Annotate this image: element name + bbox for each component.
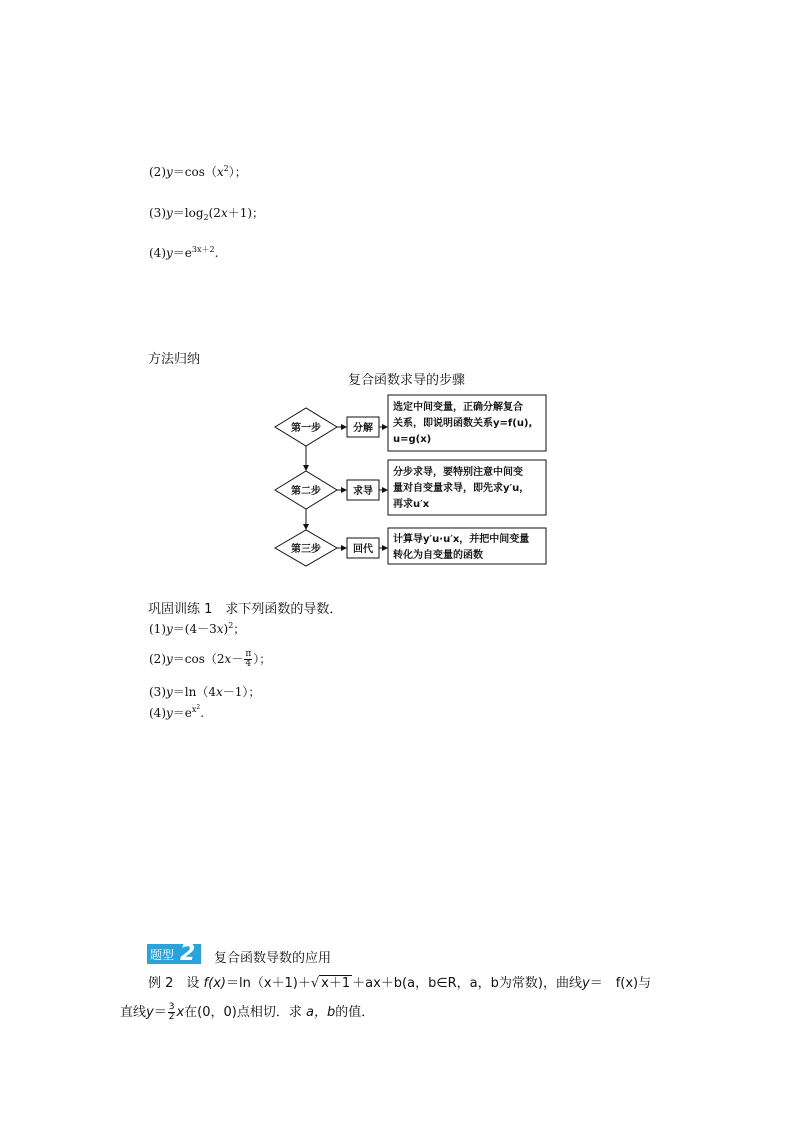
example-line-1: 例 2 设 f(x)＝ln（x＋1)＋√ x＋1 ＋ax＋b(a，b∈R，a，b为常数)，曲线y＝ f(x)与 bbox=[148, 976, 652, 991]
section-title: 复合函数导数的应用 bbox=[214, 951, 332, 966]
practice-item-3: (3)y＝ln（4x－1）； bbox=[149, 685, 261, 699]
three-halves: $\frac{3}{2}$ bbox=[168, 1002, 175, 1022]
step1-desc-line: 选定中间变量，正确分解复合 bbox=[393, 402, 523, 413]
method-title: 方法归纳 bbox=[148, 352, 201, 367]
practice-item-2: (2)y＝cos（2x－ $\frac{\pi}{4}$ ）； bbox=[149, 649, 272, 669]
step3-desc-line: 转化为自变量的函数 bbox=[393, 550, 483, 561]
practice-item-4: $(4)y=e^{x^2}$. bbox=[149, 704, 205, 720]
step3-desc-line: 计算导y′u·u′x，并把中间变量 bbox=[393, 534, 530, 545]
step3-label: 第三步 bbox=[291, 544, 321, 555]
practice-item-1: $(1)y=(4-3x)^2$； bbox=[149, 621, 246, 636]
section-badge: 题型 2 bbox=[147, 944, 201, 964]
exercise-2: $(2)y=\cos(x^2)$； bbox=[149, 164, 247, 179]
practice-title: 巩固训练 1 求下列函数的导数． bbox=[148, 602, 343, 617]
flowchart-title: 复合函数求导的步骤 bbox=[348, 373, 466, 388]
exercise-4: $(4)y=e^{3x+2}$. bbox=[149, 245, 219, 260]
pi-over-4: $\frac{\pi}{4}$ bbox=[245, 649, 252, 669]
step2-desc-line: 分步求导，要特别注意中间变 bbox=[393, 467, 523, 478]
step3-action: 回代 bbox=[353, 544, 373, 555]
step1-desc-line: 关系，即说明函数关系y=f(u), bbox=[393, 418, 533, 429]
step2-desc-line: 再求u′x bbox=[393, 499, 430, 510]
step1-desc-line: u=g(x) bbox=[393, 434, 432, 445]
step1-action: 分解 bbox=[353, 423, 373, 434]
step2-action: 求导 bbox=[353, 486, 373, 497]
step2-desc-line: 量对自变量求导，即先求y′u， bbox=[393, 483, 530, 494]
exercise-3: $(3)y=\log_2(2x+1)$； bbox=[149, 206, 265, 222]
step2-label: 第二步 bbox=[291, 486, 321, 497]
example-line-2: 直线y＝ $\frac{3}{2}$ x在(0，0)点相切．求 a，b的值． bbox=[120, 1002, 375, 1022]
step1-label: 第一步 bbox=[291, 423, 321, 434]
